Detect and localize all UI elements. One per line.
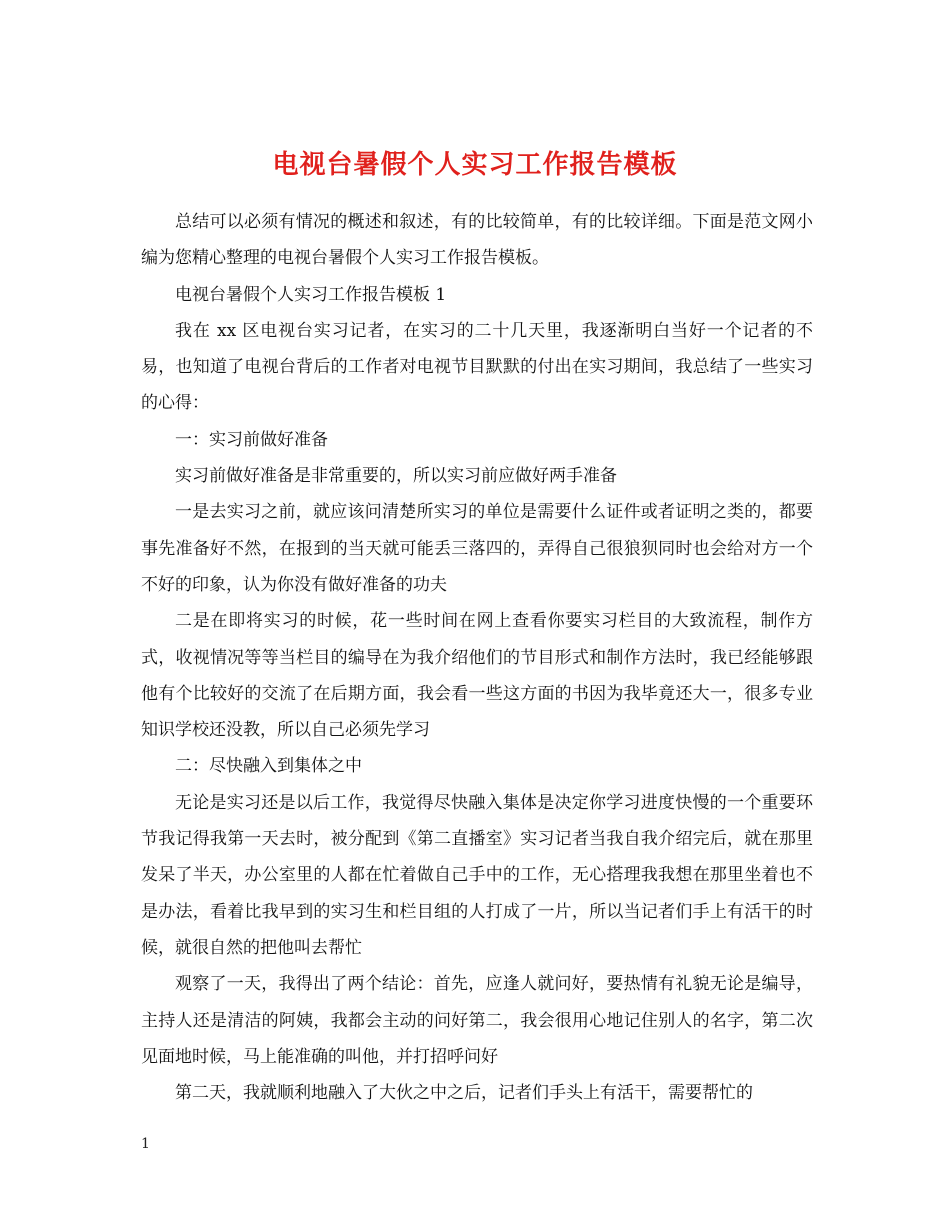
- paragraph-observation: 观察了一天，我得出了两个结论：首先，应逢人就问好，要热情有礼貌无论是编导，主持人还是清洁的阿姨，我都会主动的问好第二，我会很用心地记住别人的名字，第二次见面地时候，马上能准确的叫他，并打招呼问好: [141, 974, 813, 1067]
- paragraph-preparation: 实习前做好准备是非常重要的，所以实习前应做好两手准备: [175, 466, 617, 487]
- paragraph-team-integration: 无论是实习还是以后工作，我觉得尽快融入集体是决定你学习进度快慢的一个重要环节我记得我第一天去时，被分配到《第二直播室》实习记者当我自我介绍完后，就在那里发呆了半天，办公室里的人都在忙着做自己手中的工作，无心搭理我我想在那里坐着也不是办法，看着比我早到的实习生和栏目组的人打成了一片，所以当记者们手上有活干的时候，就很自然的把他叫去帮忙: [141, 792, 813, 958]
- paragraph-intro: 总结可以必须有情况的概述和叙述，有的比较简单，有的比较详细。下面是范文网小编为您精心整理的电视台暑假个人实习工作报告模板。: [141, 212, 813, 269]
- page-number: 1: [141, 1136, 150, 1152]
- paragraph-opening: 我在 xx 区电视台实习记者，在实习的二十几天里，我逐渐明白当好一个记者的不易，也知道了电视台背后的工作者对电视节目默默的付出在实习期间，我总结了一些实习的心得：: [141, 320, 813, 414]
- section-heading-1: 一：实习前做好准备: [175, 429, 328, 450]
- paragraph-second-preparation: 二是在即将实习的时候，花一些时间在网上查看你要实习栏目的大致流程，制作方式，收视情况等等当栏目的编导在为我介绍他们的节目形式和制作方法时，我已经能够跟他有个比较好的交流了在后期方面，我会看一些这方面的书因为我毕竟还大一，很多专业知识学校还没教，所以自己必须先学习: [141, 611, 813, 741]
- paragraph-second-day: 第二天，我就顺利地融入了大伙之中之后，记者们手头上有活干，需要帮忙的: [175, 1083, 753, 1104]
- document-title: 电视台暑假个人实习工作报告模板: [272, 150, 678, 181]
- paragraph-subtitle: 电视台暑假个人实习工作报告模板 1: [175, 284, 447, 305]
- section-heading-2: 二：尽快融入到集体之中: [175, 756, 362, 777]
- paragraph-first-preparation: 一是去实习之前，就应该问清楚所实习的单位是需要什么证件或者证明之类的，都要事先准备好不然，在报到的当天就可能丢三落四的，弄得自己很狼狈同时也会给对方一个不好的印象，认为你没有做好准备的功夫: [141, 502, 813, 595]
- document-body: [141, 204, 813, 1111]
